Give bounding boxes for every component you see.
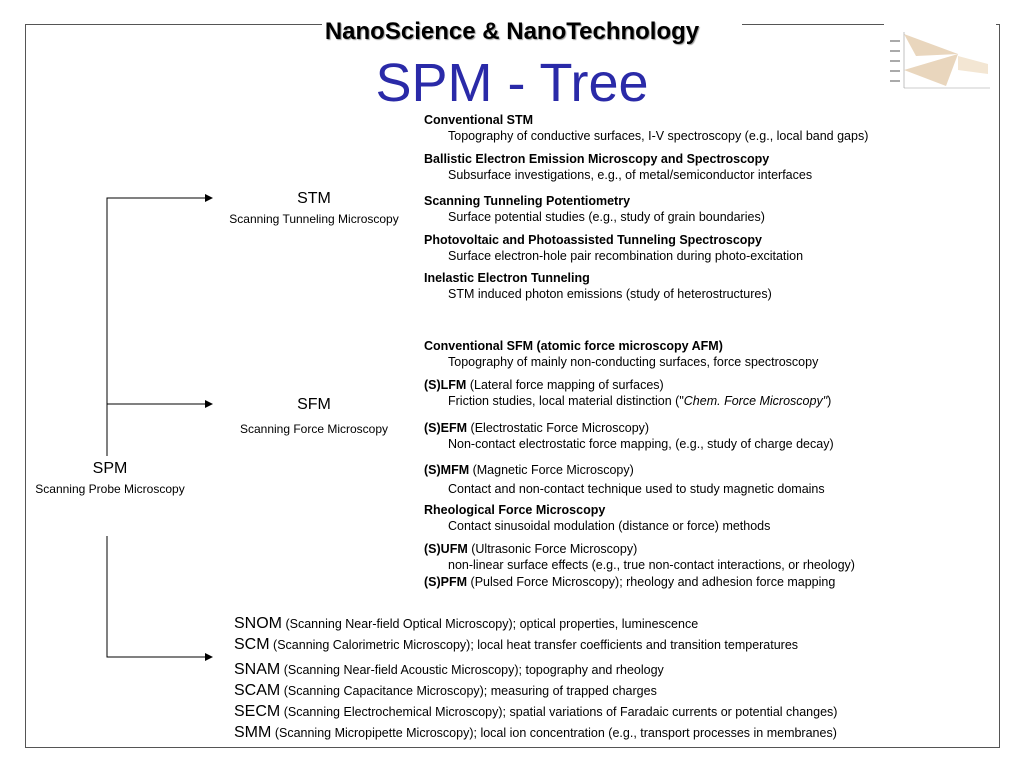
entry-paren: (Electrostatic Force Microscopy) <box>470 421 650 435</box>
entry-desc: Contact and non-contact technique used to study magnetic domains <box>448 482 825 496</box>
other-technique <box>234 614 698 634</box>
technique-abbr: SNOM <box>234 615 282 632</box>
sfm-entry <box>424 420 834 452</box>
entry-desc: Friction studies, local material distinction ("Chem. Force Microscopy") <box>448 394 832 408</box>
other-technique <box>234 681 657 701</box>
root-node <box>20 460 200 496</box>
other-technique <box>234 723 837 743</box>
stm-entry <box>424 151 812 183</box>
entry-paren: (Ultrasonic Force Microscopy) <box>471 542 638 556</box>
stm-entry <box>424 270 772 302</box>
entry-title: Inelastic Electron Tunneling <box>424 271 590 285</box>
entry-title: (S)UFM <box>424 542 468 556</box>
root-abbr: SPM <box>92 460 128 477</box>
other-technique <box>234 660 664 680</box>
sfm-entry <box>424 338 818 370</box>
entry-title: Conventional STM <box>424 113 534 127</box>
technique-desc: (Scanning Calorimetric Microscopy); local heat transfer coefficients and transition temperatures <box>273 638 799 652</box>
technique-abbr: SCM <box>234 636 270 653</box>
other-technique <box>234 635 798 655</box>
sfm-abbr: SFM <box>297 396 331 413</box>
entry-title: Scanning Tunneling Potentiometry <box>424 194 631 208</box>
entry-desc: Topography of conductive surfaces, I-V spectroscopy (e.g., local band gaps) <box>448 129 869 143</box>
slide-header: NanoScience & NanoTechnology <box>324 18 700 45</box>
connector-others <box>107 536 212 657</box>
entry-title: (S)PFM <box>424 575 468 589</box>
connector-stm <box>107 198 212 456</box>
technique-abbr: SECM <box>234 703 281 720</box>
sfm-entry <box>424 502 770 534</box>
entry-title: (S)EFM <box>424 421 468 435</box>
technique-abbr: SMM <box>234 724 272 741</box>
entry-title: Rheological Force Microscopy <box>424 503 606 517</box>
root-name: Scanning Probe Microscopy <box>35 482 185 496</box>
entry-title: (S)LFM <box>424 378 467 392</box>
technique-abbr: SCAM <box>234 682 281 699</box>
entry-paren: (Lateral force mapping of surfaces) <box>469 378 664 392</box>
entry-desc: Subsurface investigations, e.g., of metal/semiconductor interfaces <box>448 168 813 182</box>
entry-desc: Non-contact electrostatic force mapping, (e.g., study of charge decay) <box>448 437 834 451</box>
sfm-node <box>214 396 414 436</box>
stm-entry <box>424 112 868 144</box>
entry-desc: Contact sinusoidal modulation (distance or force) methods <box>448 519 771 533</box>
entry-desc: Topography of mainly non-conducting surfaces, force spectroscopy <box>448 355 819 369</box>
entry-desc: STM induced photon emissions (study of heterostructures) <box>448 287 772 301</box>
sfm-entry <box>424 462 825 497</box>
stm-entry <box>424 193 765 225</box>
entry-desc: Surface potential studies (e.g., study of grain boundaries) <box>448 210 765 224</box>
technique-desc: (Scanning Electrochemical Microscopy); spatial variations of Faradaic currents or potential changes) <box>283 705 838 719</box>
entry-title: Conventional SFM (atomic force microscopy AFM) <box>424 339 723 353</box>
technique-desc: (Scanning Near-field Acoustic Microscopy); topography and rheology <box>283 663 664 677</box>
technique-desc: (Scanning Capacitance Microscopy); measuring of trapped charges <box>283 684 657 698</box>
technique-desc: (Scanning Micropipette Microscopy); local ion concentration (e.g., transport processes in membranes) <box>274 726 837 740</box>
stm-entry <box>424 232 803 264</box>
sfm-name: Scanning Force Microscopy <box>239 422 389 436</box>
stm-name: Scanning Tunneling Microscopy <box>229 212 399 226</box>
entry-paren: (Pulsed Force Microscopy); rheology and adhesion force mapping <box>470 575 836 589</box>
technique-abbr: SNAM <box>234 661 281 678</box>
sfm-entry <box>424 574 835 590</box>
slide-title: SPM - Tree <box>375 53 649 113</box>
entry-paren: (Magnetic Force Microscopy) <box>472 463 634 477</box>
sfm-entry <box>424 541 855 573</box>
entry-desc: non-linear surface effects (e.g., true non-contact interactions, or rheology) <box>448 558 855 572</box>
other-technique <box>234 702 837 722</box>
stm-node <box>214 190 414 226</box>
entry-title: Ballistic Electron Emission Microscopy and Spectroscopy <box>424 152 770 166</box>
sfm-entry <box>424 377 831 409</box>
entry-title: (S)MFM <box>424 463 470 477</box>
entry-desc: Surface electron-hole pair recombination during photo-excitation <box>448 249 804 263</box>
technique-desc: (Scanning Near-field Optical Microscopy); optical properties, luminescence <box>285 617 699 631</box>
stm-abbr: STM <box>297 190 331 207</box>
entry-title: Photovoltaic and Photoassisted Tunneling Spectroscopy <box>424 233 763 247</box>
